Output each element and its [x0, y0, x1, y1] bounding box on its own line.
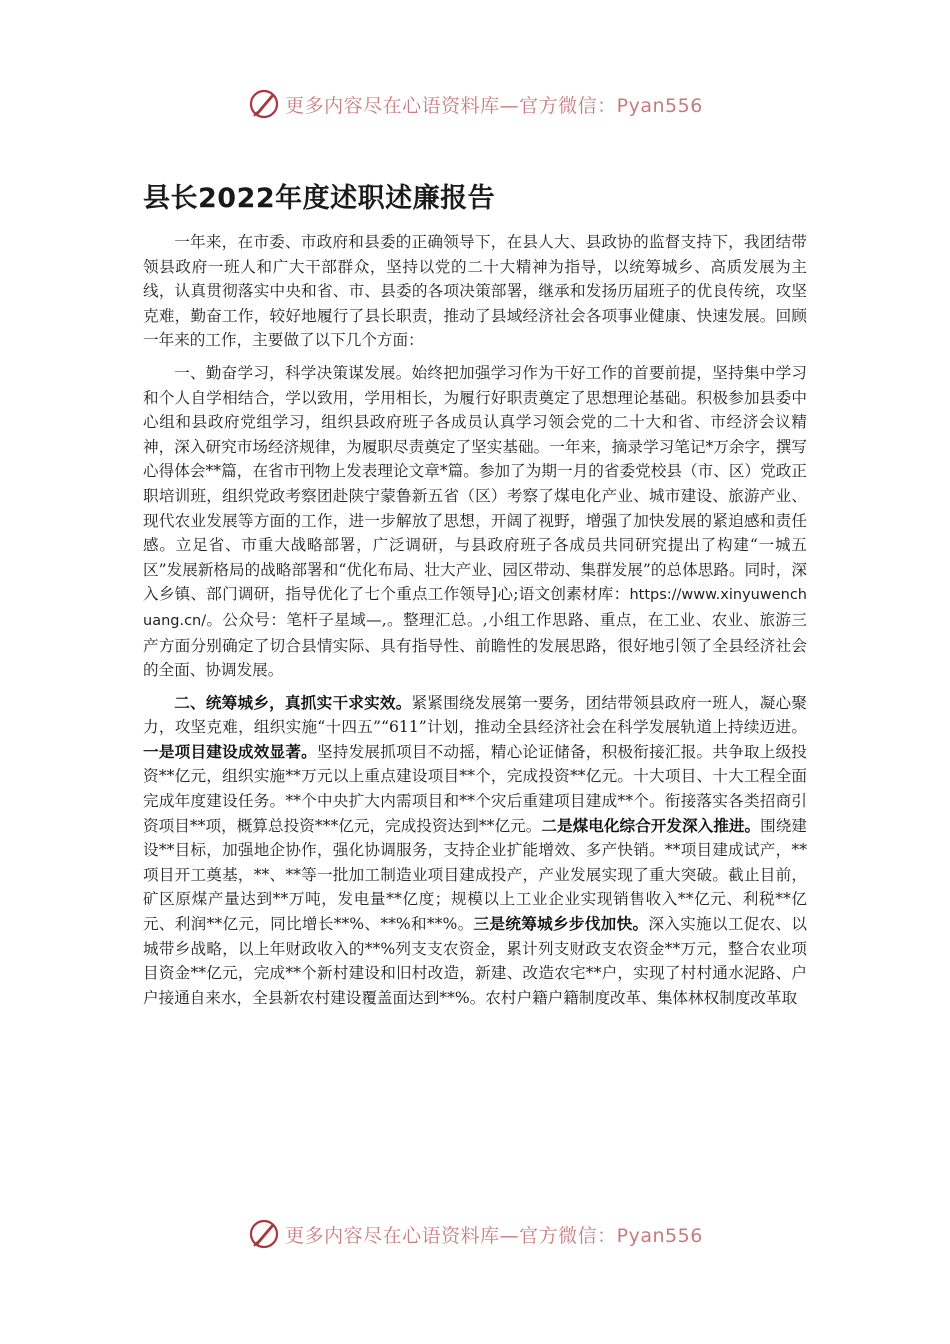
study-text-a: 一、勤奋学习，科学决策谋发展。始终把加强学习作为干好工作的首要前提，坚持集中学习和个人自学相结合，学以致用，学用相长，为履行好职责奠定了思想理论基础。积极参加县委中心组和县政府党组学习，组织县政府班子各成员认真学习领会党的二十大和省、市经济会议精神，深入研究市场经济规律，为履职尽责奠定了坚实基础。一年来，摘录学习笔记*万余字，撰写心得体会**篇，在省市刊物上发表理论文章*篇。参加了为期一月的省委党校县（市、区）党政正职培训班，组织党政考察团赴陕宁蒙鲁新五省（区）考察了煤电化产业、城市建设、旅游产业、现代农业发展等方面的工作，进一步解放了思想，开阔了视野，增强了加快发展的紧迫感和责任感。立足省、市重大战略部署，广泛调研，与县政府班子各成员共同研究提出了构建“一城五区”发展新格局的战略部署和“优化布局、壮大产业、园区带动、集群发展”的总体思路。同时，深入乡镇、部门调研，指导优化了七个重点工作领导]心;语文创素材库：: [143, 363, 807, 604]
document-title: 县长2022年度述职述廉报告: [143, 183, 496, 214]
subheading-projects: 一是项目建设成效显著。: [143, 741, 317, 761]
header-banner: [0, 84, 950, 124]
banner-text: 更多内容尽在心语资料库—官方微信：Pyan556: [285, 1224, 703, 1247]
projects-text: 坚持发展抓项目不动摇，精心论证储备，积极衔接汇报。共争取上级投资**亿元，组织实施**万元以上重点建设项目**个，完成投资**亿元。十大项目、十大工程全面完成年度建设任务。**个中央扩大内需项目和**个灾后重建项目建成**个。衔接落实各类招商引资项目**项，概算总投资***亿元，完成投资达到**亿元。: [143, 742, 807, 835]
study-text-b: 。公众号：笔杆子星域—,。整理汇总。,小组工作思路、重点，在工业、农业、旅游三产方面分别确定了切合县情实际、具有指导性、前瞻性的发展思路，很好地引领了全县经济社会的全面、协调发展。: [143, 610, 807, 680]
coal-text: 围绕建设**目标，加强地企协作，强化协调服务，支持企业扩能增效、多产快销。**项目建成试产，**项目开工奠基，**、**等一批加工制造业项目建成投产，产业发展实现了重大突破。截止目前，矿区原煤产量达到**万吨，发电量**亿度；规模以上工业企业实现销售收入**亿元、利税**亿元、利润**亿元，同比增长**%、**%和**%。: [143, 816, 807, 934]
subheading-coal: 二是煤电化综合开发深入推进。: [541, 815, 761, 835]
quill-logo-icon: [247, 1217, 281, 1251]
paragraph-urban-rural: [143, 691, 807, 1011]
document-body: [143, 230, 807, 1018]
quill-logo-icon: [247, 87, 281, 121]
paragraph-study: [143, 361, 807, 683]
banner-text: 更多内容尽在心语资料库—官方微信：Pyan556: [285, 94, 703, 117]
section-text-2: 紧紧围绕发展第一要务，团结带领县政府一班人，凝心聚力，攻坚克难，组织实施“十四五”“611”计划，推动全县经济社会在科学发展轨道上持续迈进。: [143, 693, 807, 737]
section-heading-2: 二、统筹城乡，真抓实干求实效。: [174, 692, 412, 712]
source-url: https://www.xinyuwenchuang.cn/: [143, 587, 807, 629]
urban-rural-text: 深入实施以工促农、以城带乡战略，以上年财政收入的**%列支支农资金，累计列支财政支农资金**万元，整合农业项目资金**亿元，完成**个新村建设和旧村改造，新建、改造农宅**户，实现了村村通水泥路、户户接通自来水，全县新农村建设覆盖面达到**%。农村户籍户籍制度改革、集体林权制度改革取: [143, 915, 807, 1007]
footer-banner: [0, 1214, 950, 1254]
subheading-urban-rural: 三是统筹城乡步伐加快。: [473, 914, 649, 934]
paragraph-intro: 一年来，在市委、市政府和县委的正确领导下，在县人大、县政协的监督支持下，我团结带领县政府一班人和广大干部群众，坚持以党的二十大精神为指导，以统筹城乡、高质发展为主线，认真贯彻落实中央和省、市、县委的各项决策部署，继承和发扬历届班子的优良传统，攻坚克难，勤奋工作，较好地履行了县长职责，推动了县域经济社会各项事业健康、快速发展。回顾一年来的工作，主要做了以下几个方面：: [143, 233, 807, 350]
